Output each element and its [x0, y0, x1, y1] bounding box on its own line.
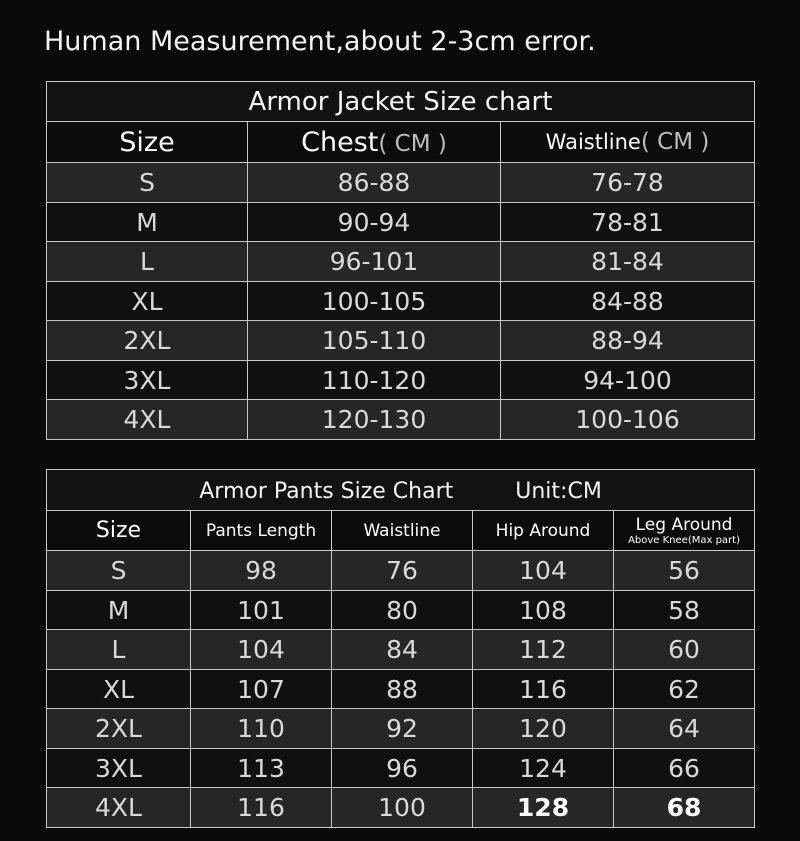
pants-length-cell: 104 — [191, 630, 332, 670]
jacket-header-row — [47, 122, 755, 163]
pants-leg-cell: 66 — [614, 749, 755, 788]
pants-length-cell: 98 — [191, 551, 332, 591]
jacket-chest-header — [248, 122, 501, 163]
pants-waist-cell: 80 — [332, 591, 473, 630]
jacket-size-cell: M — [47, 203, 248, 242]
jacket-waist-cell: 88-94 — [501, 321, 755, 361]
pants-row — [47, 749, 755, 788]
pants-length-header: Pants Length — [191, 511, 332, 551]
pants-waist-header: Waistline — [332, 511, 473, 551]
jacket-waist-cell: 76-78 — [501, 163, 755, 203]
leg-around-label: Leg Around — [635, 514, 733, 535]
jacket-chest-cell: 120-130 — [248, 400, 501, 440]
jacket-size-cell: 4XL — [47, 400, 248, 440]
pants-length-cell: 101 — [191, 591, 332, 630]
jacket-size-cell: 3XL — [47, 361, 248, 400]
pants-hip-cell: 112 — [473, 630, 614, 670]
pants-title-row — [47, 470, 755, 511]
pants-hip-header: Hip Around — [473, 511, 614, 551]
chest-unit: ( CM ) — [378, 130, 447, 157]
jacket-row — [47, 361, 755, 400]
pants-header-row — [47, 511, 755, 551]
jacket-chest-cell: 100-105 — [248, 282, 501, 321]
pants-length-cell: 116 — [191, 788, 332, 828]
pants-leg-cell: 58 — [614, 591, 755, 630]
pants-waist-cell: 100 — [332, 788, 473, 828]
jacket-table-title: Armor Jacket Size chart — [47, 82, 755, 122]
jacket-size-header: Size — [47, 122, 248, 163]
waist-label: Waistline — [545, 130, 641, 154]
pants-size-cell: 4XL — [47, 788, 191, 828]
pants-size-cell: S — [47, 551, 191, 591]
jacket-size-cell: 2XL — [47, 321, 248, 361]
jacket-chest-cell: 90-94 — [248, 203, 501, 242]
pants-length-cell: 107 — [191, 670, 332, 709]
jacket-waist-cell: 78-81 — [501, 203, 755, 242]
waist-unit: ( CM ) — [640, 129, 710, 155]
jacket-row — [47, 321, 755, 361]
chest-label: Chest — [301, 126, 379, 158]
pants-length-cell: 110 — [191, 709, 332, 749]
pants-waist-cell: 92 — [332, 709, 473, 749]
pants-size-table — [46, 469, 755, 828]
pants-waist-cell: 96 — [332, 749, 473, 788]
jacket-chest-cell: 110-120 — [248, 361, 501, 400]
pants-hip-cell: 120 — [473, 709, 614, 749]
pants-size-cell: 2XL — [47, 709, 191, 749]
pants-size-cell: M — [47, 591, 191, 630]
jacket-size-table — [46, 81, 755, 440]
pants-row — [47, 670, 755, 709]
jacket-row — [47, 282, 755, 321]
pants-waist-cell: 84 — [332, 630, 473, 670]
page-headline: Human Measurement,about 2-3cm error. — [44, 26, 596, 57]
pants-row — [47, 709, 755, 749]
jacket-waist-cell: 84-88 — [501, 282, 755, 321]
pants-row — [47, 551, 755, 591]
leg-around-note: Above Knee(Max part) — [628, 534, 740, 546]
pants-waist-cell: 88 — [332, 670, 473, 709]
jacket-row — [47, 242, 755, 282]
jacket-chest-cell: 96-101 — [248, 242, 501, 282]
jacket-title-row — [47, 82, 755, 122]
pants-leg-header — [614, 511, 755, 551]
pants-hip-cell: 116 — [473, 670, 614, 709]
jacket-waist-cell: 81-84 — [501, 242, 755, 282]
jacket-row — [47, 163, 755, 203]
pants-hip-cell: 104 — [473, 551, 614, 591]
jacket-chest-cell: 105-110 — [248, 321, 501, 361]
pants-hip-cell: 124 — [473, 749, 614, 788]
jacket-size-cell: L — [47, 242, 248, 282]
pants-size-cell: L — [47, 630, 191, 670]
pants-size-header: Size — [47, 511, 191, 551]
pants-table-title: Armor Pants Size Chart — [199, 479, 454, 504]
jacket-row — [47, 400, 755, 440]
jacket-size-cell: S — [47, 163, 248, 203]
jacket-waist-header — [501, 122, 755, 163]
pants-hip-cell: 108 — [473, 591, 614, 630]
pants-size-cell: XL — [47, 670, 191, 709]
pants-length-cell: 113 — [191, 749, 332, 788]
jacket-waist-cell: 94-100 — [501, 361, 755, 400]
pants-row — [47, 591, 755, 630]
jacket-waist-cell: 100-106 — [501, 400, 755, 440]
pants-leg-cell: 60 — [614, 630, 755, 670]
pants-unit: Unit:CM — [515, 479, 602, 504]
pants-row — [47, 630, 755, 670]
jacket-row — [47, 203, 755, 242]
pants-hip-cell: 128 — [473, 788, 614, 828]
pants-size-cell: 3XL — [47, 749, 191, 788]
pants-waist-cell: 76 — [332, 551, 473, 591]
pants-leg-cell: 62 — [614, 670, 755, 709]
pants-leg-cell: 56 — [614, 551, 755, 591]
pants-row — [47, 788, 755, 828]
jacket-chest-cell: 86-88 — [248, 163, 501, 203]
pants-leg-cell: 64 — [614, 709, 755, 749]
pants-title-cell — [47, 470, 755, 511]
pants-leg-cell: 68 — [614, 788, 755, 828]
jacket-size-cell: XL — [47, 282, 248, 321]
